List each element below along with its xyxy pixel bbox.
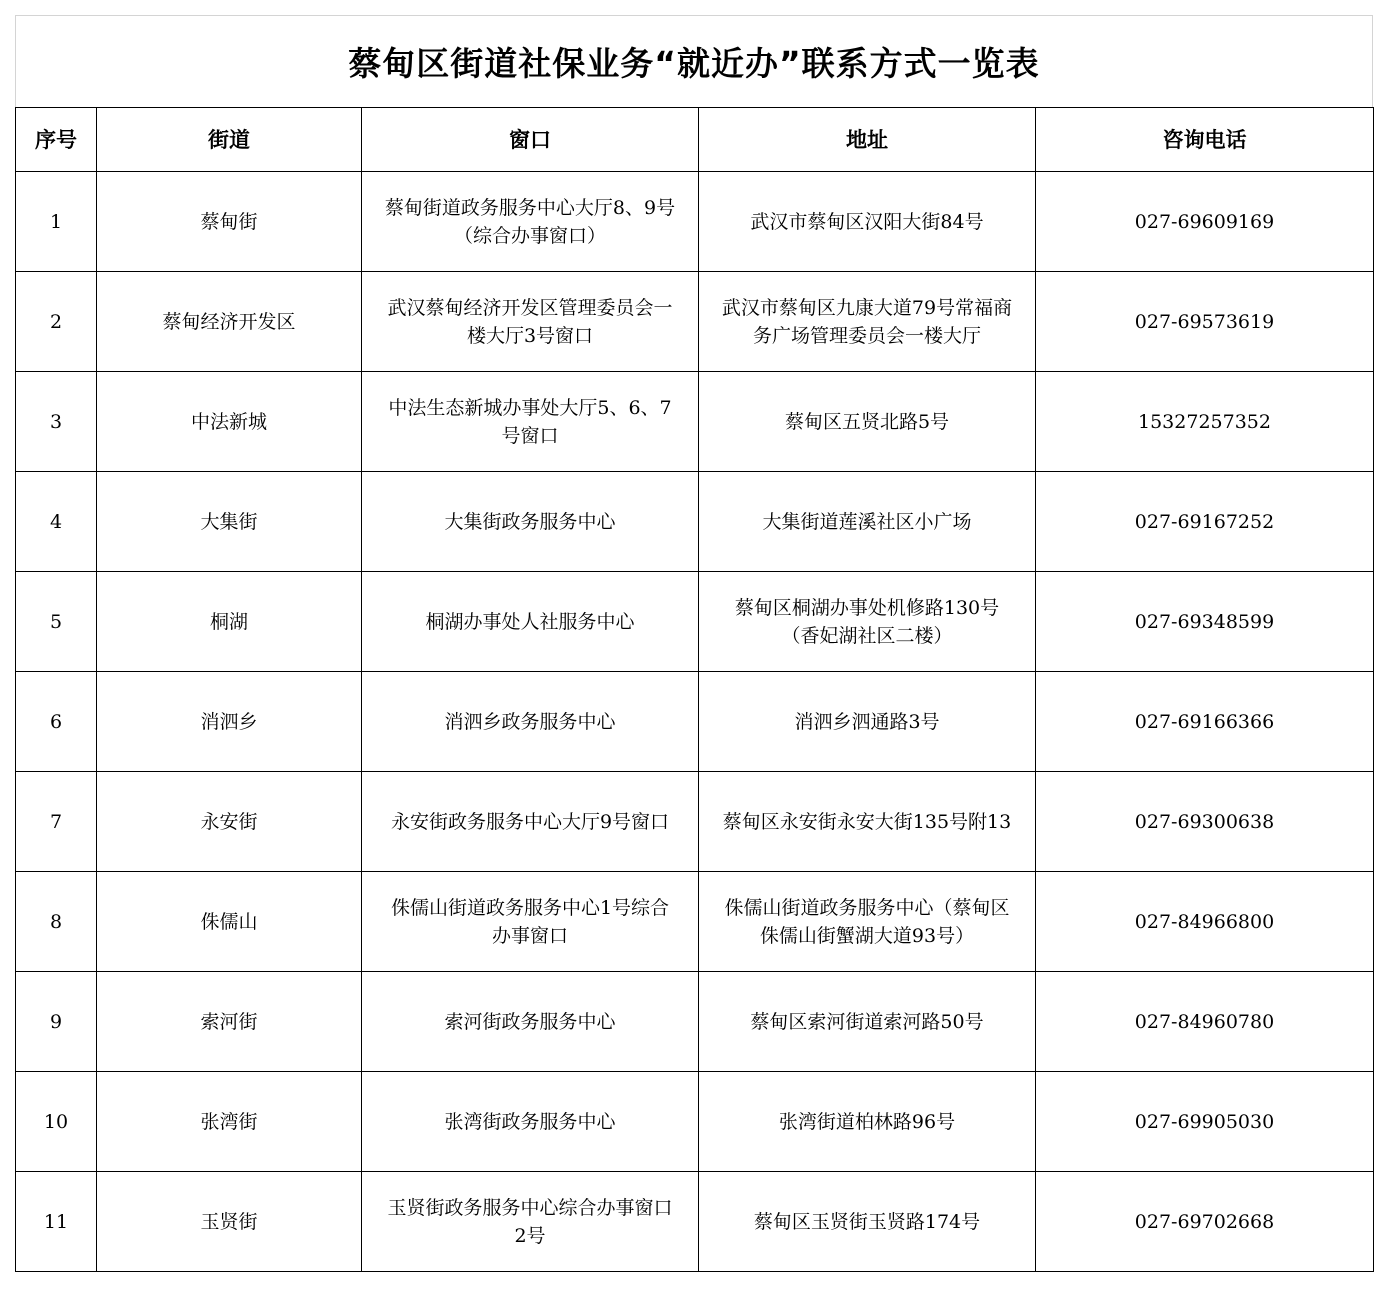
contact-table xyxy=(15,107,1374,1272)
cell-address: 蔡甸区桐湖办事处机修路130号 （香妃湖社区二楼） xyxy=(699,572,1036,672)
cell-address: 蔡甸区索河街道索河路50号 xyxy=(699,972,1036,1072)
cell-address: 武汉市蔡甸区九康大道79号常福商 务广场管理委员会一楼大厅 xyxy=(699,272,1036,372)
cell-window: 永安街政务服务中心大厅9号窗口 xyxy=(362,772,699,872)
cell-street: 侏儒山 xyxy=(97,872,362,972)
table-row xyxy=(16,472,1374,572)
cell-street: 玉贤街 xyxy=(97,1172,362,1272)
header-row xyxy=(16,108,1374,172)
cell-index: 7 xyxy=(16,772,97,872)
table-row xyxy=(16,872,1374,972)
header-phone: 咨询电话 xyxy=(1036,108,1374,172)
cell-window: 索河街政务服务中心 xyxy=(362,972,699,1072)
cell-phone: 027-84960780 xyxy=(1036,972,1374,1072)
cell-index: 3 xyxy=(16,372,97,472)
cell-address: 张湾街道柏林路96号 xyxy=(699,1072,1036,1172)
cell-window: 桐湖办事处人社服务中心 xyxy=(362,572,699,672)
cell-index: 10 xyxy=(16,1072,97,1172)
cell-phone: 027-84966800 xyxy=(1036,872,1374,972)
header-window: 窗口 xyxy=(362,108,699,172)
cell-address: 武汉市蔡甸区汉阳大街84号 xyxy=(699,172,1036,272)
table-row xyxy=(16,372,1374,472)
cell-phone: 15327257352 xyxy=(1036,372,1374,472)
cell-index: 4 xyxy=(16,472,97,572)
cell-index: 5 xyxy=(16,572,97,672)
cell-window: 蔡甸街道政务服务中心大厅8、9号 （综合办事窗口） xyxy=(362,172,699,272)
header-address: 地址 xyxy=(699,108,1036,172)
header-index: 序号 xyxy=(16,108,97,172)
page-title: 蔡甸区街道社保业务“就近办”联系方式一览表 xyxy=(348,44,1040,83)
cell-window: 侏儒山街道政务服务中心1号综合 办事窗口 xyxy=(362,872,699,972)
cell-index: 8 xyxy=(16,872,97,972)
cell-street: 中法新城 xyxy=(97,372,362,472)
cell-phone: 027-69609169 xyxy=(1036,172,1374,272)
cell-phone: 027-69573619 xyxy=(1036,272,1374,372)
cell-window: 中法生态新城办事处大厅5、6、7 号窗口 xyxy=(362,372,699,472)
cell-window: 武汉蔡甸经济开发区管理委员会一 楼大厅3号窗口 xyxy=(362,272,699,372)
cell-window: 玉贤街政务服务中心综合办事窗口 2号 xyxy=(362,1172,699,1272)
cell-street: 索河街 xyxy=(97,972,362,1072)
cell-street: 桐湖 xyxy=(97,572,362,672)
cell-street: 大集街 xyxy=(97,472,362,572)
cell-index: 1 xyxy=(16,172,97,272)
cell-index: 2 xyxy=(16,272,97,372)
cell-address: 消泗乡泗通路3号 xyxy=(699,672,1036,772)
cell-phone: 027-69167252 xyxy=(1036,472,1374,572)
cell-street: 消泗乡 xyxy=(97,672,362,772)
cell-address: 蔡甸区五贤北路5号 xyxy=(699,372,1036,472)
cell-window: 消泗乡政务服务中心 xyxy=(362,672,699,772)
cell-phone: 027-69300638 xyxy=(1036,772,1374,872)
cell-phone: 027-69702668 xyxy=(1036,1172,1374,1272)
cell-window: 张湾街政务服务中心 xyxy=(362,1072,699,1172)
spreadsheet xyxy=(15,15,1373,1272)
table-row xyxy=(16,572,1374,672)
table-row xyxy=(16,1172,1374,1272)
cell-window: 大集街政务服务中心 xyxy=(362,472,699,572)
cell-phone: 027-69905030 xyxy=(1036,1072,1374,1172)
cell-index: 9 xyxy=(16,972,97,1072)
cell-address: 大集街道莲溪社区小广场 xyxy=(699,472,1036,572)
table-row xyxy=(16,272,1374,372)
table-row xyxy=(16,1072,1374,1172)
cell-index: 6 xyxy=(16,672,97,772)
cell-address: 蔡甸区永安街永安大街135号附13 xyxy=(699,772,1036,872)
table-row xyxy=(16,772,1374,872)
cell-address: 蔡甸区玉贤街玉贤路174号 xyxy=(699,1172,1036,1272)
cell-index: 11 xyxy=(16,1172,97,1272)
cell-street: 蔡甸街 xyxy=(97,172,362,272)
table-row xyxy=(16,172,1374,272)
cell-street: 张湾街 xyxy=(97,1072,362,1172)
table-row xyxy=(16,972,1374,1072)
cell-address: 侏儒山街道政务服务中心（蔡甸区 侏儒山街蟹湖大道93号） xyxy=(699,872,1036,972)
header-street: 街道 xyxy=(97,108,362,172)
cell-street: 永安街 xyxy=(97,772,362,872)
cell-phone: 027-69348599 xyxy=(1036,572,1374,672)
table-row xyxy=(16,672,1374,772)
cell-street: 蔡甸经济开发区 xyxy=(97,272,362,372)
cell-phone: 027-69166366 xyxy=(1036,672,1374,772)
title-row xyxy=(15,15,1373,107)
